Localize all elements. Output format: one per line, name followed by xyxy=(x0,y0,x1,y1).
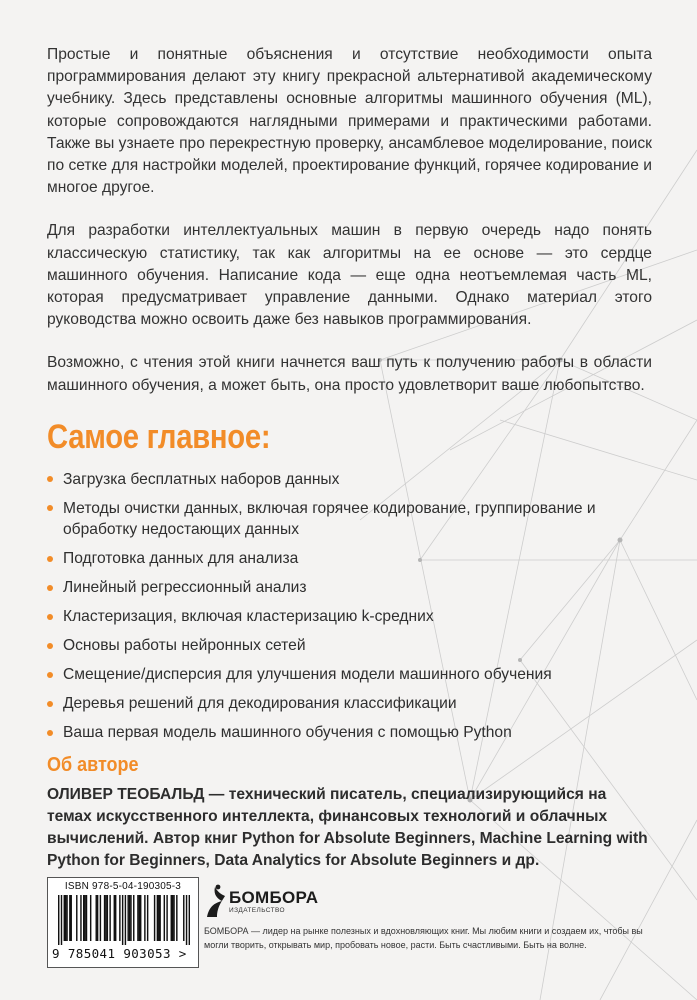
barcode-bar xyxy=(115,895,116,941)
barcode-bar xyxy=(147,895,148,941)
barcode-bar xyxy=(66,895,67,941)
barcode-bar xyxy=(86,895,87,941)
publisher-block xyxy=(204,883,664,952)
barcode-guard-bar xyxy=(186,895,187,945)
barcode-bar xyxy=(64,895,65,941)
barcode-bar xyxy=(144,895,145,941)
back-cover-text xyxy=(47,44,652,872)
barcode-bar xyxy=(159,895,160,941)
barcode-bar xyxy=(164,895,165,941)
barcode-bar xyxy=(76,895,77,941)
barcode-bar xyxy=(97,895,98,941)
barcode-digits: 9 785041 903053 > xyxy=(52,946,187,961)
barcode-guard-bar xyxy=(58,895,59,945)
highlights-list xyxy=(47,469,652,744)
author-bio: ОЛИВЕР ТЕОБАЛЬД — технический писатель, специализирующийся на темах искусственного интеллекта, финансовых технологий и облачных вычислений. Автор книг Python for Absolute Beginners, Machine Learning with Python for Beginners, Data Analytics for Absolute Beginners и др. xyxy=(47,785,648,869)
barcode-bars xyxy=(58,895,190,945)
barcode-bar xyxy=(109,895,110,941)
barcode-bar xyxy=(166,895,167,941)
barcode-bar xyxy=(90,895,91,941)
barcode-bar xyxy=(129,895,130,941)
intro-paragraph-3: Возможно, с чтения этой книги начнется ваш путь к получению работы в области машинного обучения, а может быть, она просто удовлетворит ваше любопытство. xyxy=(47,354,652,394)
list-item: Ваша первая модель машинного обучения с помощью Python xyxy=(47,722,652,744)
barcode-guard-bar xyxy=(61,895,62,945)
barcode-bar xyxy=(105,895,106,941)
list-item: Методы очистки данных, включая горячее кодирование, группирование и обработку недостающих данных xyxy=(47,498,652,541)
barcode-guard-bar xyxy=(189,895,190,945)
intro-paragraph-2: Для разработки интеллектуальных машин в первую очередь надо понять классическую статистику, так как алгоритмы на ее основе — это сердце машинного обучения. Написание кода — еще одна неотъемлемая часть ML, которая предусматривает управление данными. Однако материал этого руководства можно освоить даже без навыков программирования. xyxy=(47,222,652,329)
barcode-bar xyxy=(84,895,85,941)
barcode-bar xyxy=(176,895,177,941)
barcode-bar xyxy=(139,895,140,941)
barcode-bar xyxy=(114,895,115,941)
publisher-description: БОМБОРА — лидер на рынке полезных и вдохновляющих книг. Мы любим книги и создаем их, чтобы вы могли творить, открывать мир, пробовать новое, расти. Быть счастливыми. Быть на волне. xyxy=(204,926,643,950)
isbn-barcode xyxy=(47,877,199,968)
list-item: Подготовка данных для анализа xyxy=(47,548,652,570)
barcode-bar xyxy=(130,895,131,941)
barcode-bar xyxy=(119,895,120,941)
barcode-bar xyxy=(183,895,184,941)
barcode-bar xyxy=(96,895,97,941)
list-item: Кластеризация, включая кластеризацию k-средних xyxy=(47,606,652,628)
barcode-bar xyxy=(80,895,81,941)
barcode-bar xyxy=(171,895,172,941)
barcode-bar xyxy=(100,895,101,941)
list-item: Деревья решений для декодирования классификации xyxy=(47,693,652,715)
barcode-bar xyxy=(104,895,105,941)
list-item: Основы работы нейронных сетей xyxy=(47,635,652,657)
barcode-bar xyxy=(65,895,66,941)
publisher-subtitle: ИЗДАТЕЛЬСТВО xyxy=(229,906,285,914)
bombora-wave-logo-icon xyxy=(204,883,226,919)
barcode-bar xyxy=(172,895,173,941)
barcode-bar xyxy=(158,895,159,941)
barcode-bar xyxy=(173,895,174,941)
barcode-guard-bar xyxy=(122,895,123,945)
list-item: Линейный регрессионный анализ xyxy=(47,577,652,599)
barcode-bar xyxy=(137,895,138,941)
list-item: Загрузка бесплатных наборов данных xyxy=(47,469,652,491)
barcode-bar xyxy=(140,895,141,941)
barcode-bar xyxy=(71,895,72,941)
publisher-name: БОМБОРА xyxy=(229,887,319,907)
list-item: Смещение/дисперсия для улучшения модели машинного обучения xyxy=(47,664,652,686)
barcode-bar xyxy=(157,895,158,941)
barcode-bar xyxy=(154,895,155,941)
intro-paragraph-1: Простые и понятные объяснения и отсутствие необходимости опыта программирования делают эту книгу прекрасной альтернативой академическому учебнику. Здесь представлены основные алгоритмы машинного обучения (ML), которые сопровождаются наглядными примерами и практическими работами. Также вы узнаете про перекрестную проверку, ансамблевое моделирование, поиск по сетке для настройки моделей, проектирование функций, горячее кодирование и многое другое. xyxy=(47,46,652,197)
barcode-bar xyxy=(83,895,84,941)
barcode-bar xyxy=(107,895,108,941)
barcode-bar xyxy=(133,895,134,941)
author-heading: Об авторе xyxy=(47,753,139,776)
barcode-bar xyxy=(69,895,70,941)
highlights-heading: Самое главное: xyxy=(47,417,271,456)
barcode-guard-bar xyxy=(125,895,126,945)
barcode-bar xyxy=(127,895,128,941)
isbn-label: ISBN 978-5-04-190305-3 xyxy=(64,881,182,892)
